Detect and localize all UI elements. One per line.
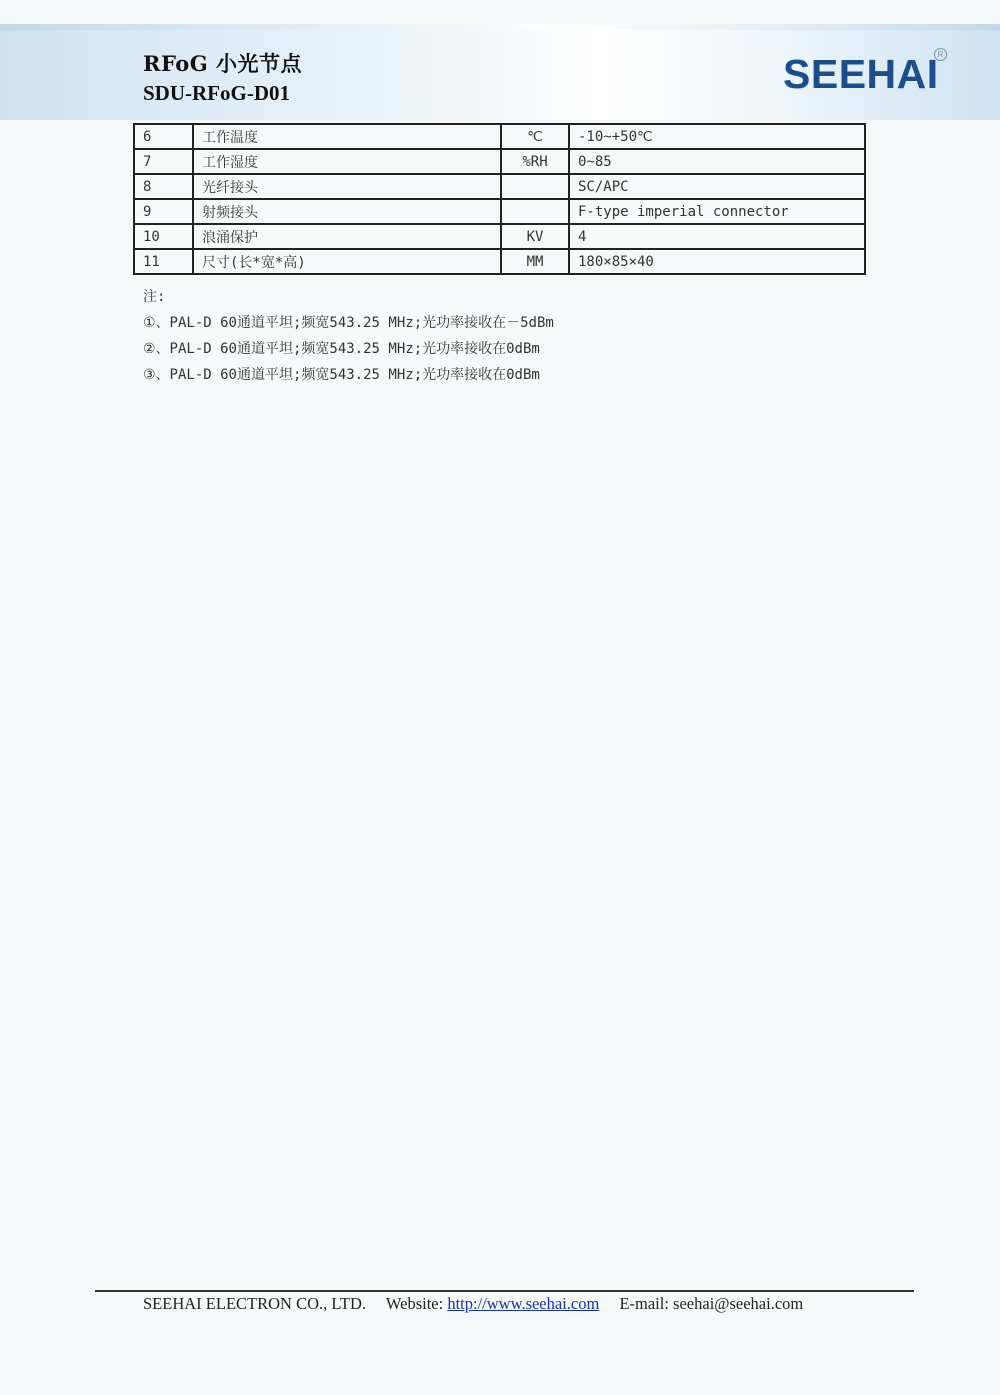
- row-number: 7: [134, 149, 193, 174]
- parameter-unit: %RH: [501, 149, 569, 174]
- footer-website-link[interactable]: http://www.seehai.com: [447, 1294, 600, 1313]
- row-number: 8: [134, 174, 193, 199]
- parameter-value: 180×85×40: [569, 249, 865, 274]
- parameter-value: -10~+50℃: [569, 124, 865, 149]
- parameter-name: 射频接头: [193, 199, 501, 224]
- product-model: SDU-RFoG-D01: [143, 81, 290, 105]
- table-row: [134, 124, 865, 149]
- notes-heading: 注:: [143, 289, 166, 305]
- parameter-name: 光纤接头: [193, 174, 501, 199]
- page-footer: [143, 1294, 803, 1314]
- parameter-unit: MM: [501, 249, 569, 274]
- seehai-logo: SEEHAI: [783, 51, 939, 97]
- parameter-value: 0~85: [569, 149, 865, 174]
- parameter-unit: KV: [501, 224, 569, 249]
- footer-email: E-mail: seehai@seehai.com: [619, 1294, 804, 1313]
- parameter-value: 4: [569, 224, 865, 249]
- document-title: RFoG 小光节点: [143, 51, 302, 76]
- parameter-value: SC/APC: [569, 174, 865, 199]
- table-row: [134, 149, 865, 174]
- footer-divider: [95, 1290, 914, 1292]
- note-item: ①、PAL-D 60通道平坦;频宽543.25 MHz;光功率接收在－5dBm: [143, 315, 554, 331]
- parameter-name: 工作湿度: [193, 149, 501, 174]
- footer-website-label: Website:: [385, 1294, 444, 1313]
- table-row: [134, 199, 865, 224]
- notes-section: [143, 287, 554, 391]
- note-item: ②、PAL-D 60通道平坦;频宽543.25 MHz;光功率接收在0dBm: [143, 341, 540, 357]
- parameter-name: 尺寸(长*宽*高): [193, 249, 501, 274]
- table-row: [134, 224, 865, 249]
- footer-company: SEEHAI ELECTRON CO., LTD.: [143, 1294, 367, 1313]
- registered-mark: R: [934, 48, 947, 61]
- table-row: [134, 174, 865, 199]
- parameter-name: 工作温度: [193, 124, 501, 149]
- parameter-unit: [501, 174, 569, 199]
- row-number: 6: [134, 124, 193, 149]
- parameter-value: F-type imperial connector: [569, 199, 865, 224]
- row-number: 9: [134, 199, 193, 224]
- row-number: 10: [134, 224, 193, 249]
- note-item: ③、PAL-D 60通道平坦;频宽543.25 MHz;光功率接收在0dBm: [143, 367, 540, 383]
- parameter-unit: ℃: [501, 124, 569, 149]
- spec-table: [133, 123, 866, 275]
- parameter-unit: [501, 199, 569, 224]
- table-row: [134, 249, 865, 274]
- row-number: 11: [134, 249, 193, 274]
- parameter-name: 浪涌保护: [193, 224, 501, 249]
